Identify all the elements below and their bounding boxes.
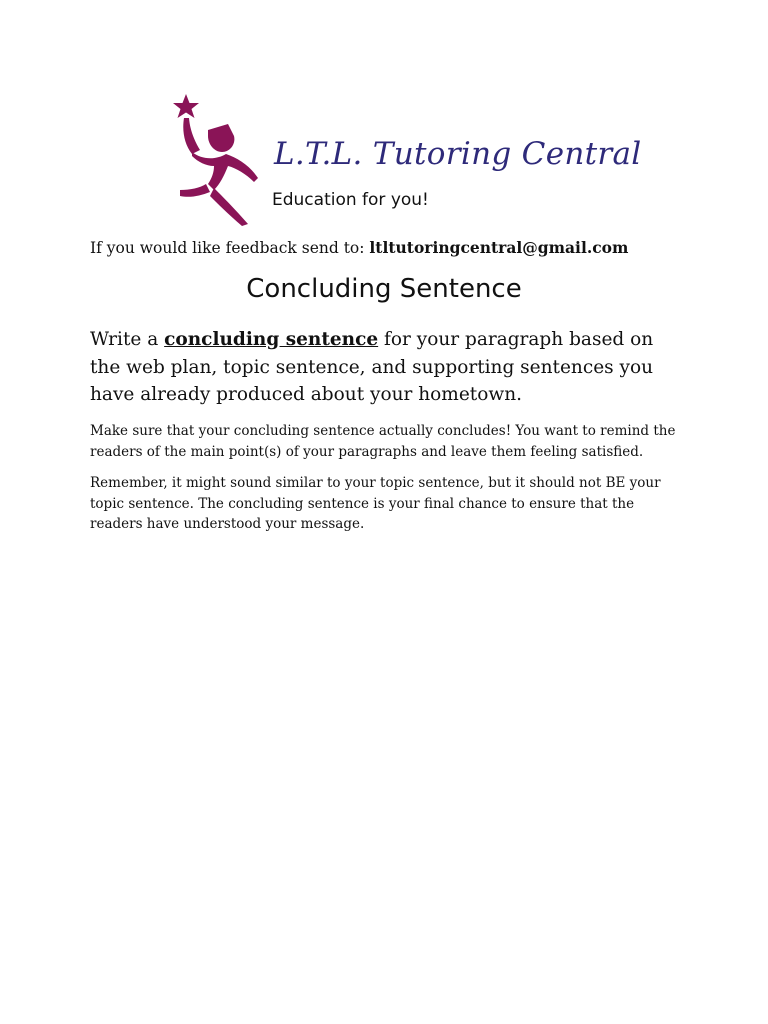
brand-tagline: Education for you! [272, 190, 429, 210]
star-figure-logo-icon [168, 92, 268, 227]
feedback-prefix: If you would like feedback send to: [90, 239, 370, 257]
paragraph-conclude: Make sure that your concluding sentence actually concludes! You want to remind the readers of the main point(s) of your paragraphs and leave them feeling satisfied. [90, 423, 676, 460]
brand-name: L.T.L. Tutoring Central [274, 136, 642, 172]
intro-instruction [90, 326, 680, 409]
page-title: Concluding Sentence [246, 274, 522, 304]
ltl-logo [168, 92, 642, 227]
feedback-line [90, 238, 628, 257]
paragraph-remember: Remember, it might sound similar to your topic sentence, but it should not BE your topic sentence. The concluding sentence is your final chance to ensure that the readers have understood your message. [90, 475, 661, 532]
intro-after: for your paragraph based on the web plan, topic sentence, and supporting sentences you have already produced about your hometown. [90, 329, 654, 405]
feedback-email: ltltutoringcentral@gmail.com [369, 238, 629, 257]
intro-keyword: concluding sentence [164, 329, 379, 350]
intro-before: Write a [90, 329, 165, 350]
